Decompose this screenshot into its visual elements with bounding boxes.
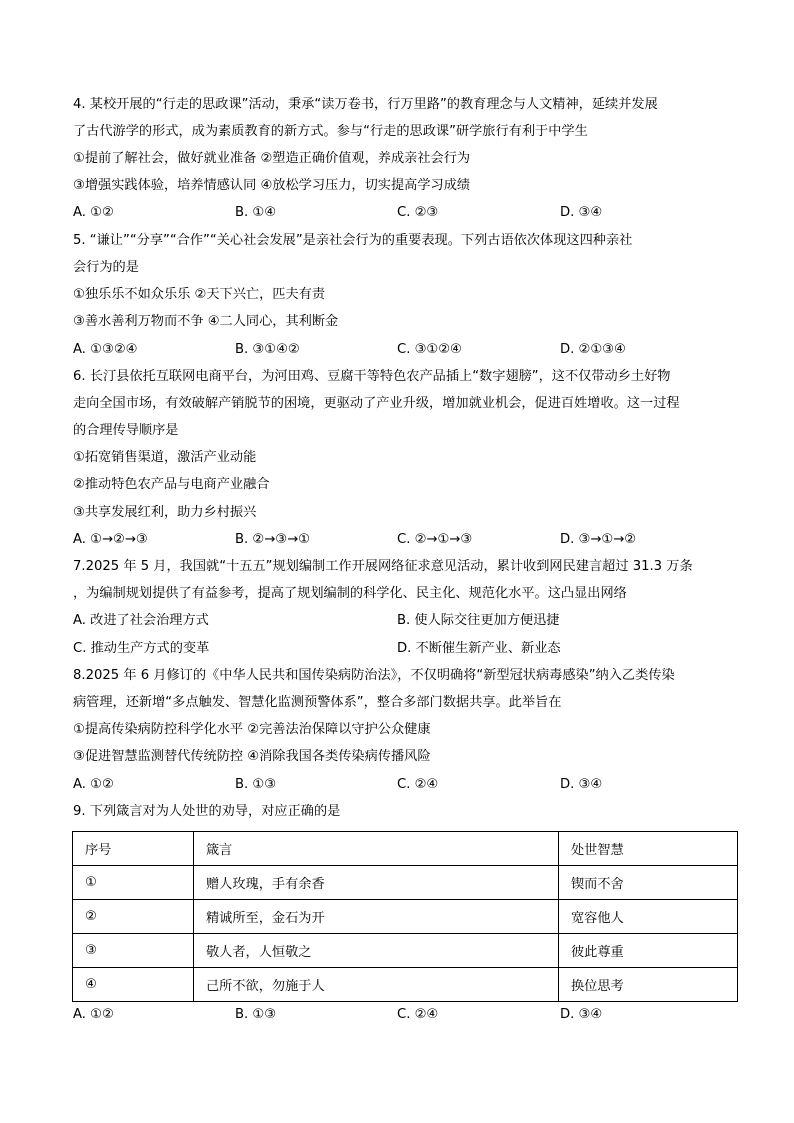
q4-item-line1: ①提前了解社会，做好就业准备 ②塑造正确价值观，养成亲社会行为: [73, 151, 471, 166]
table-row: [73, 934, 738, 968]
row-number: ④: [73, 968, 194, 1002]
q5-option-d: D. ②①③④: [560, 342, 626, 357]
q5-option-c: C. ③①②④: [397, 342, 462, 357]
q6-item-1: ①拓宽销售渠道，激活产业动能: [73, 450, 257, 465]
row-number: ①: [73, 866, 194, 900]
q6-stem-line1: 6. 长汀县依托互联网电商平台，为河田鸡、豆腐干等特色农产品插上“数字翅膀”，这不仅带动乡土好物: [73, 369, 671, 384]
row-wisdom: 换位思考: [559, 968, 738, 1002]
q4-item-line2: ③增强实践体验，培养情感认同 ④放松学习压力，切实提高学习成绩: [73, 178, 471, 193]
q8-item-line2: ③促进智慧监测替代传统防控 ④消除我国各类传染病传播风险: [73, 749, 431, 764]
q8-option-c: C. ②④: [397, 777, 439, 792]
q9-option-c: C. ②④: [397, 1007, 439, 1022]
row-maxim: 己所不欲，勿施于人: [194, 968, 559, 1002]
row-wisdom: 彼此尊重: [559, 934, 738, 968]
row-maxim: 赠人玫瑰，手有余香: [194, 866, 559, 900]
q6-stem-line2: 走向全国市场，有效破解产销脱节的困境，更驱动了产业升级，增加就业机会，促进百姓增收。这一过程: [73, 396, 680, 411]
q4-option-d: D. ③④: [560, 205, 603, 220]
row-wisdom: 锲而不舍: [559, 866, 738, 900]
row-maxim: 精诚所至，金石为开: [194, 900, 559, 934]
q7-option-d: D. 不断催生新产业、新业态: [397, 641, 561, 656]
header-wisdom: 处世智慧: [559, 832, 738, 866]
q7-option-a: A. 改进了社会治理方式: [73, 613, 209, 628]
maxims-table: [72, 831, 738, 1002]
q8-stem-line2: 病管理，还新增“多点触发、智慧化监测预警体系”，整合多部门数据共享。此举旨在: [73, 695, 562, 710]
q5-stem-line1: 5. “谦让”“分享”“合作”“关心社会发展”是亲社会行为的重要表现。下列古语依次体现这四种亲社: [73, 233, 633, 248]
q7-stem-line2: ，为编制规划提供了有益参考，提高了规划编制的科学化、民主化、规范化水平。这凸显出网络: [73, 586, 627, 601]
q5-stem-line2: 会行为的是: [73, 260, 139, 275]
row-number: ③: [73, 934, 194, 968]
q5-item-line1: ①独乐乐不如众乐乐 ②天下兴亡，匹夫有责: [73, 287, 326, 302]
q4-stem-line2: 了古代游学的形式，成为素质教育的新方式。参与“行走的思政课”研学旅行有利于中学生: [73, 124, 588, 139]
header-maxim: 箴言: [194, 832, 559, 866]
q6-option-a: A. ①→②→③: [73, 532, 148, 547]
row-wisdom: 宽容他人: [559, 900, 738, 934]
q6-option-d: D. ③→①→②: [560, 532, 637, 547]
q5-option-b: B. ③①④②: [235, 342, 300, 357]
q7-option-b: B. 使人际交往更加方便迅捷: [397, 613, 560, 628]
q6-option-c: C. ②→①→③: [397, 532, 473, 547]
q8-stem-line1: 8.2025 年 6 月修订的《中华人民共和国传染病防治法》，不仅明确将“新型冠状病毒感染”纳入乙类传染: [73, 668, 675, 683]
q7-option-c: C. 推动生产方式的变革: [73, 641, 210, 656]
q4-option-a: A. ①②: [73, 205, 114, 220]
q4-option-c: C. ②③: [397, 205, 439, 220]
table-header-row: [73, 832, 738, 866]
q6-item-2: ②推动特色农产品与电商产业融合: [73, 477, 270, 492]
q6-option-b: B. ②→③→①: [235, 532, 310, 547]
row-maxim: 敬人者，人恒敬之: [194, 934, 559, 968]
q9-option-b: B. ①③: [235, 1007, 277, 1022]
q5-option-a: A. ①③②④: [73, 342, 138, 357]
header-number: 序号: [73, 832, 194, 866]
q9-option-d: D. ③④: [560, 1007, 603, 1022]
row-number: ②: [73, 900, 194, 934]
q9-stem: 9. 下列箴言对为人处世的劝导，对应正确的是: [73, 804, 341, 819]
q4-option-b: B. ①④: [235, 205, 277, 220]
q6-stem-line3: 的合理传导顺序是: [73, 423, 179, 438]
q8-item-line1: ①提高传染病防控科学化水平 ②完善法治保障以守护公众健康: [73, 722, 431, 737]
q9-option-a: A. ①②: [73, 1007, 114, 1022]
q5-item-line2: ③善水善利万物而不争 ④二人同心，其利断金: [73, 314, 339, 329]
q8-option-a: A. ①②: [73, 777, 114, 792]
q7-stem-line1: 7.2025 年 5 月，我国就“十五五”规划编制工作开展网络征求意见活动，累计收到网民建言超过 31.3 万条: [73, 559, 693, 574]
q8-option-b: B. ①③: [235, 777, 277, 792]
table-row: [73, 968, 738, 1002]
q4-stem-line1: 4. 某校开展的“行走的思政课”活动，秉承“读万卷书，行万里路”的教育理念与人文精神，延续并发展: [73, 97, 658, 112]
table-row: [73, 900, 738, 934]
q8-option-d: D. ③④: [560, 777, 603, 792]
table-row: [73, 866, 738, 900]
q6-item-3: ③共享发展红利，助力乡村振兴: [73, 505, 257, 520]
